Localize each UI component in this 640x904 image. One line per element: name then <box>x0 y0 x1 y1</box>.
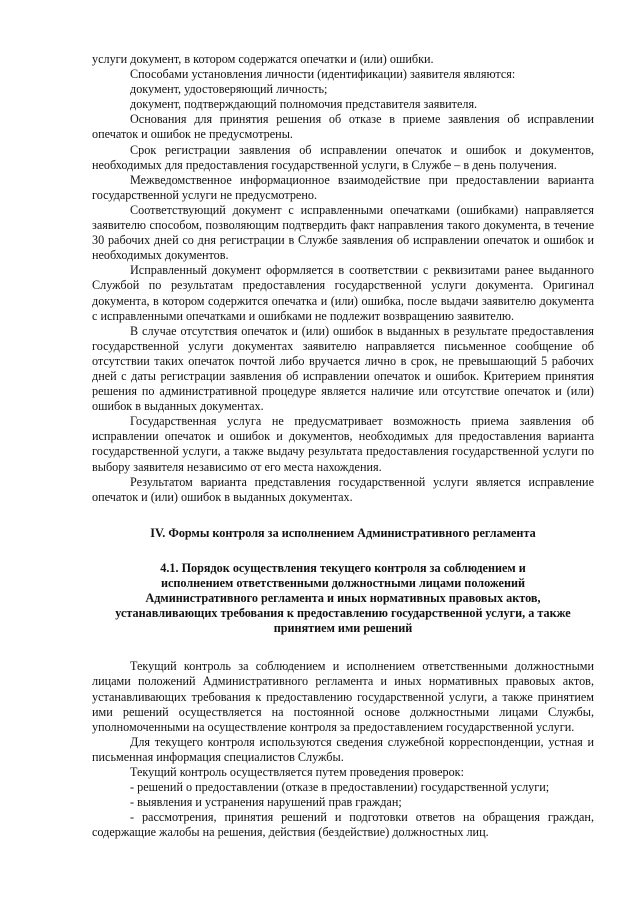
subsection-title-line: Административного регламента и иных нормативных правовых актов, <box>145 591 541 606</box>
paragraph-control-sources: Для текущего контроля используются сведения служебной корреспонденции, устная и письменная информация специалистов Службы. <box>92 734 594 764</box>
paragraph-refusal-grounds: Основания для принятия решения об отказе в приеме заявления об исправлении опечаток и ошибок не предусмотрены. <box>92 112 594 142</box>
list-item-complaints: - рассмотрения, принятия решений и подготовки ответов на обращения граждан, содержащие жалобы на решения, действия (бездействие) должностных лиц. <box>92 810 594 840</box>
list-item-decisions: - решений о предоставлении (отказе в предоставлении) государственной услуги; <box>130 780 550 795</box>
subsection-title-line: принятием ими решений <box>273 621 413 636</box>
section-title: IV. Формы контроля за исполнением Административного регламента <box>150 525 536 540</box>
paragraph-corrected-document-delivery: Соответствующий документ с исправленными опечатками (ошибками) направляется заявителю способом, позволяющим подтвердить факт направления такого документа, в течение 30 рабочих дней со дня регистрации в Службе заявления об исправлении опечаток и ошибок и необходимых документов. <box>92 202 594 263</box>
paragraph-result: Результатом варианта представления государственной услуги является исправление опечаток и (или) ошибок в выданных документах. <box>92 474 594 504</box>
paragraph-identity-document: документ, удостоверяющий личность; <box>130 82 328 97</box>
paragraph-authority-document: документ, подтверждающий полномочия представителя заявителя. <box>130 97 478 112</box>
paragraph-extraterritorial: Государственная услуга не предусматривает возможность приема заявления об исправлении опечаток и ошибок и документов, необходимых для предоставления варианта государственной услуги, а также выдачу результата предоставления государственной услуги по выбору заявителя независимо от его места нахождения. <box>92 414 594 474</box>
paragraph-interagency: Межведомственное информационное взаимодействие при предоставлении варианта государственной услуги не предусмотрено. <box>92 172 594 202</box>
paragraph-corrected-document-format: Исправленный документ оформляется в соответствии с реквизитами ранее выданного Службой по результатам предоставления государственной услуги документа. Оригинал документа, в котором содержится опечатка и (или) ошибка, после выдачи заявителю документа с исправленными опечатками и ошибками не подлежит возвращению заявителю. <box>92 263 594 323</box>
paragraph-current-control: Текущий контроль за соблюдением и исполнением ответственными должностными лицами положений Административного регламента и иных нормативных правовых актов, устанавливающих требования к предоставлению государственной услуги, а также принятием ими решений осуществляется на постоянной основе должностными лицами Службы, уполномоченными на осуществление контроля за предоставлением государственной услуги. <box>92 659 594 734</box>
paragraph-control-method: Текущий контроль осуществляется путем проведения проверок: <box>130 765 464 780</box>
paragraph-continuation: услуги документ, в котором содержатся опечатки и (или) ошибки. <box>92 52 434 66</box>
paragraph-no-errors-case: В случае отсутствия опечаток и (или) ошибок в выданных в результате предоставления государственной услуги документах заявителю направляется письменное сообщение об отсутствии таких опечаток почтой либо вручается лично в срок, не превышающий 5 рабочих дней с даты регистрации заявления об исправлении опечаток и ошибок. Критерием принятия решения по административной процедуре является наличие или отсутствие опечаток и (или) ошибок в выданных документах. <box>92 323 594 414</box>
subsection-title-line: устанавливающих требования к предоставлению государственной услуги, а также <box>115 606 571 621</box>
subsection-title-line: исполнением ответственными должностными лицами положений <box>160 576 526 590</box>
document-page <box>92 52 594 841</box>
subsection-title <box>92 561 594 636</box>
list-item-violations: - выявления и устранения нарушений прав граждан; <box>130 795 402 810</box>
paragraph-registration-term: Срок регистрации заявления об исправлении опечаток и ошибок и документов, необходимых для предоставления государственной услуги, в Службе – в день получения. <box>92 142 594 172</box>
paragraph-identification-methods: Способами установления личности (идентификации) заявителя являются: <box>130 67 516 82</box>
subsection-title-line: 4.1. Порядок осуществления текущего контроля за соблюдением и <box>160 560 526 575</box>
